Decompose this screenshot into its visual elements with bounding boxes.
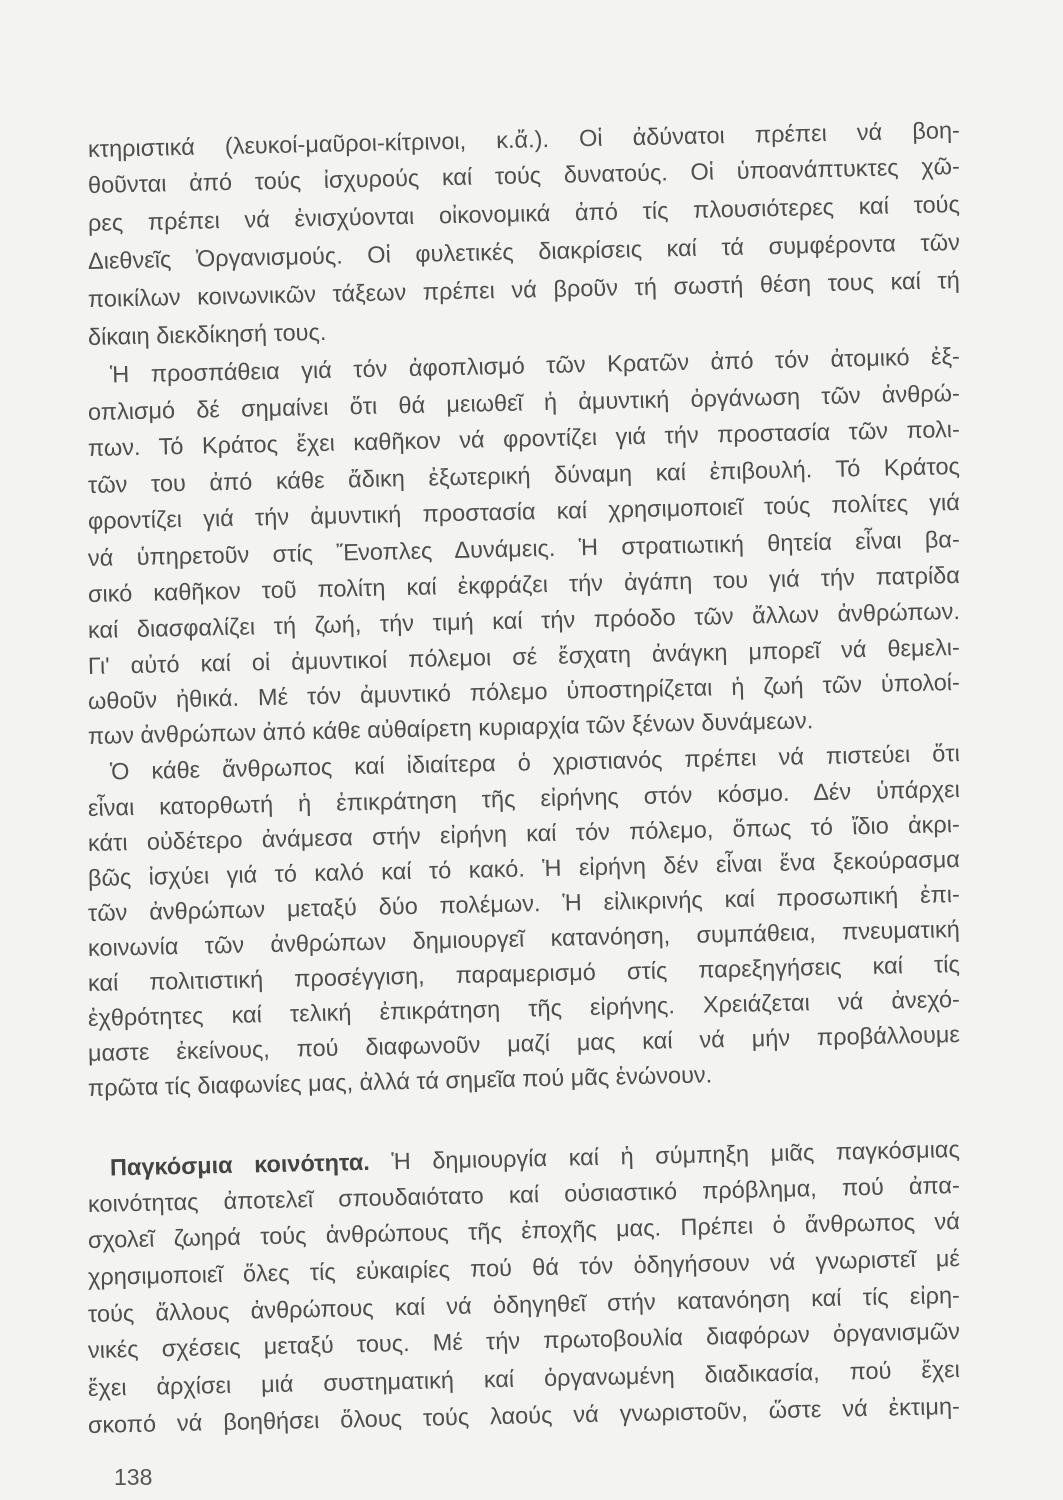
line-text: οπλισμό δέ σημαίνει ὅτι θά μειωθεῖ ἡ ἀμυντική ὀργάνωση τῶν ἀνθρώ- (87, 379, 961, 425)
line-text: θοῦνται ἀπό τούς ἰσχυρούς καί τούς δυνατούς. Οἱ ὑποανάπτυκτες χῶ- (87, 152, 961, 198)
line-text: Ἡ δημιουργία καί ἡ σύμπηξη μιᾶς παγκόσμιας (369, 1135, 961, 1175)
line-text: κοινωνία τῶν ἀνθρώπων δημιουργεῖ κατανόηση, συμπάθεια, πνευματική (87, 915, 961, 961)
line-text: κοινότητας ἀποτελεῖ σπουδαιότατο καί οὐσιαστικό πρόβλημα, πού ἀπα- (87, 1171, 961, 1217)
line-text: τούς ἄλλους ἀνθρώπους καί νά ὁδηγηθεῖ στήν κατανόηση καί τίς εἰρη- (87, 1281, 961, 1327)
line-text: δίκαιη διεκδίκησή τους. (87, 318, 327, 350)
line-text: καί πολιτιστική προσέγγιση, παραμερισμό στίς παρεξηγήσεις καί τίς (87, 950, 961, 996)
line-text: ἐχθρότητες καί τελική ἐπικράτηση τῆς εἰρήνης. Χρειάζεται νά ἀνεχό- (87, 985, 961, 1031)
line-text: τῶν ἀνθρώπων μεταξύ δύο πολέμων. Ἡ εἰλικρινής καί προσωπική ἐπι- (87, 880, 961, 926)
line-text: καί διασφαλίζει τή ζωή, τήν τιμή καί τήν πρόοδο τῶν ἄλλων ἀνθρώπων. (87, 597, 961, 643)
line-text: ρες πρέπει νά ἐνισχύονται οἰκονομικά ἀπό τίς πλουσιότερες καί τούς (87, 190, 961, 236)
line-text: τῶν του ἀπό κάθε ἄδικη ἐξωτερική δύναμη καί ἐπιβουλή. Τό Κράτος (87, 452, 961, 498)
line-text: Ὁ κάθε ἄνθρωπος καί ἰδιαίτερα ὁ χριστιανός πρέπει νά πιστεύει ὅτι (109, 739, 961, 785)
line-text: σχολεῖ ζωηρά τούς ἀνθρώπους τῆς ἐποχῆς μας. Πρέπει ὁ ἄνθρωπος νά (87, 1207, 961, 1253)
line-text: εἶναι κατορθωτή ἡ ἐπικράτηση τῆς εἰρήνης στόν κόσμο. Δέν ὑπάρχει (87, 775, 961, 821)
line-text: νά ὑπηρετοῦν στίς Ἔνοπλες Δυνάμεις. Ἡ στρατιωτική θητεία εἶναι βα- (87, 525, 961, 571)
line-text: πρῶτα τίς διαφωνίες μας, ἀλλά τά σημεῖα πού μᾶς ἑνώνουν. (87, 1061, 713, 1101)
line-text: κτηριστικά (λευκοί-μαῦροι-κίτρινοι, κ.ἄ.). Οἱ ἀδύνατοι πρέπει νά βοη- (87, 116, 961, 162)
line-text: πων ἀνθρώπων ἀπό κάθε αὐθαίρετη κυριαρχία τῶν ξένων δυνάμεων. (87, 707, 814, 749)
line-text: ωθοῦν ἠθικά. Μέ τόν ἀμυντικό πόλεμο ὑποστηρίζεται ἡ ζωή τῶν ὑπολοί- (87, 668, 961, 714)
line-text: φροντίζει γιά τήν ἀμυντική προστασία καί χρησιμοποιεῖ τούς πολίτες γιά (87, 488, 961, 534)
line-text: βῶς ἰσχύει γιά τό καλό καί τό κακό. Ἡ εἰρήνη δέν εἶναι ἕνα ξεκούρασμα (87, 845, 961, 891)
line-text: ἔχει ἀρχίσει μιά συστηματική καί ὀργανωμένη διαδικασία, πού ἔχει (87, 1355, 961, 1401)
line-text: πων. Τό Κράτος ἔχει καθῆκον νά φροντίζει γιά τήν προστασία τῶν πολι- (87, 415, 961, 461)
line-text: Γι' αὐτό καί οἱ ἀμυντικοί πόλεμοι σέ ἔσχατη ἀνάγκη μπορεῖ νά θεμελι- (87, 633, 961, 679)
section-heading: Παγκόσμια κοινότητα. (109, 1148, 371, 1181)
line-text: χρησιμοποιεῖ ὅλες τίς εὐκαιρίες πού θά τόν ὁδηγήσουν νά γνωριστεῖ μέ (87, 1244, 961, 1290)
line-text: Ἡ προσπάθεια γιά τόν ἀφοπλισμό τῶν Κρατῶν ἀπό τόν ἀτομικό ἐξ- (109, 342, 961, 388)
line-text: νικές σχέσεις μεταξύ τους. Μέ τήν πρωτοβουλία διαφόρων ὀργανισμῶν (87, 1317, 961, 1363)
line-text: σκοπό νά βοηθήσει ὅλους τούς λαούς νά γνωριστοῦν, ὥστε νά ἐκτιμη- (87, 1392, 961, 1438)
line-text: Διεθνεῖς Ὀργανισμούς. Οἱ φυλετικές διακρίσεις καί τά συμφέροντα τῶν (87, 228, 961, 274)
line-text: ποικίλων κοινωνικῶν τάξεων πρέπει νά βροῦν τή σωστή θέση τους καί τή (87, 266, 961, 312)
line-text: σικό καθῆκον τοῦ πολίτη καί ἐκφράζει τήν ἀγάπη του γιά τήν πατρίδα (87, 561, 961, 607)
line-text: μαστε ἐκείνους, πού διαφωνοῦν μαζί μας καί νά μήν προβάλλουμε (87, 1020, 961, 1066)
page-number: 138 (114, 1464, 153, 1490)
line-text: κάτι οὐδέτερο ἀνάμεσα στήν εἰρήνη καί τόν πόλεμο, ὅπως τό ἴδιο ἀκρι- (87, 810, 961, 856)
